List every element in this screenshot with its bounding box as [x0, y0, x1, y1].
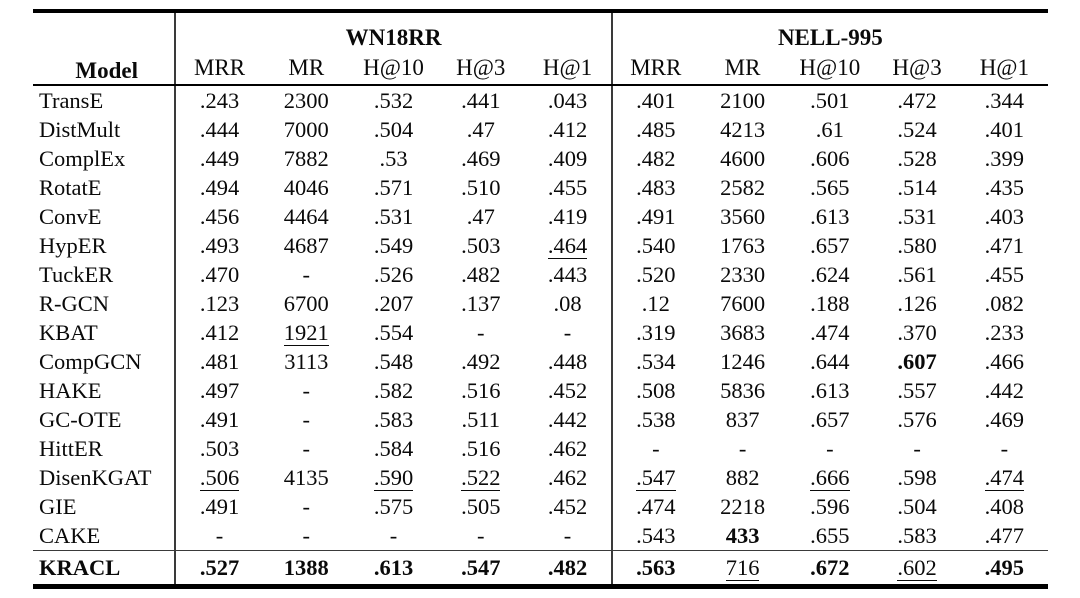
value-cell: .412	[547, 116, 588, 142]
table-row-conve	[33, 202, 1048, 231]
value-cell: .344	[984, 87, 1025, 113]
value-cell: .524	[897, 116, 937, 142]
table-row-tucker	[33, 260, 1048, 289]
value-cell: .505	[461, 493, 501, 519]
value-cell: .504	[897, 493, 937, 519]
value-cell: .606	[810, 145, 850, 171]
value-cell: .583	[897, 522, 937, 548]
value-cell: .409	[547, 145, 588, 171]
model-name: HAKE	[39, 377, 102, 403]
value-cell: .462	[547, 435, 588, 461]
value-cell: .602	[873, 551, 960, 587]
value-cell: .543	[612, 521, 699, 551]
value-cell: .464	[547, 232, 588, 258]
value-cell: .494	[175, 173, 262, 202]
value-cell: .503	[175, 434, 262, 463]
value-cell: 1246	[720, 348, 766, 374]
value-cell: -	[1000, 435, 1009, 461]
value-cell: .470	[175, 260, 262, 289]
table-row-disenkgat	[33, 463, 1048, 492]
value-cell: .534	[612, 347, 699, 376]
value-cell: .571	[373, 174, 414, 200]
value-cell: .043	[547, 87, 588, 113]
value-cell: .412	[175, 318, 262, 347]
model-name: R-GCN	[39, 290, 110, 316]
table-row-compgcn	[33, 347, 1048, 376]
value-cell: .477	[984, 522, 1025, 548]
table-row-hake	[33, 376, 1048, 405]
value-cell: .319	[612, 318, 699, 347]
model-name: DisenKGAT	[39, 464, 152, 490]
value-cell: .123	[175, 289, 262, 318]
value-cell: .491	[612, 202, 699, 231]
value-cell: .549	[373, 232, 414, 258]
value-cell: .575	[373, 493, 414, 519]
value-cell: .469	[984, 406, 1025, 432]
value-cell: .137	[461, 290, 501, 316]
value-cell: .370	[897, 319, 937, 345]
col-header-wn18rr-h10: H@10	[350, 51, 437, 85]
value-cell: .563	[612, 551, 699, 587]
value-cell: .493	[175, 231, 262, 260]
value-cell: .233	[984, 319, 1025, 345]
value-cell: .12	[612, 289, 699, 318]
value-cell: .492	[461, 348, 501, 374]
col-header-nell995-mrr: MRR	[612, 51, 699, 85]
value-cell: .590	[373, 464, 414, 490]
col-header-nell995-mr: MR	[699, 51, 786, 85]
value-cell: .469	[461, 145, 501, 171]
model-name: ComplEx	[39, 145, 126, 171]
col-header-wn18rr-mrr: MRR	[175, 51, 262, 85]
value-cell: 1763	[720, 232, 766, 258]
table-row-distmult	[33, 115, 1048, 144]
value-cell: .482	[461, 261, 501, 287]
value-cell: 7000	[283, 116, 329, 142]
value-cell: .455	[984, 261, 1025, 287]
value-cell: .455	[547, 174, 588, 200]
model-column-header: Model	[33, 11, 175, 85]
table-header	[33, 11, 1048, 85]
value-cell: .466	[984, 348, 1025, 374]
value-cell: .538	[612, 405, 699, 434]
model-name: TransE	[39, 87, 104, 113]
col-header-nell995-h10: H@10	[786, 51, 873, 85]
col-header-wn18rr-mr: MR	[263, 51, 350, 85]
value-cell: -	[389, 522, 398, 548]
table-row-kbat	[33, 318, 1048, 347]
value-cell: .624	[810, 261, 850, 287]
value-cell: .403	[984, 203, 1025, 229]
value-cell: .474	[810, 319, 850, 345]
value-cell: .082	[984, 290, 1025, 316]
value-cell: .528	[897, 145, 937, 171]
model-name: HypER	[39, 232, 107, 258]
table-row-r-gcn	[33, 289, 1048, 318]
value-cell: -	[302, 522, 311, 548]
value-cell: -	[563, 319, 572, 345]
value-cell: .452	[547, 493, 588, 519]
table-row-hyper	[33, 231, 1048, 260]
value-cell: .522	[461, 464, 501, 490]
value-cell: 882	[725, 464, 760, 490]
value-cell: .501	[810, 87, 850, 113]
value-cell: .666	[810, 464, 850, 490]
dataset-header-wn18rr: WN18RR	[175, 11, 611, 51]
metric-header-row	[33, 51, 1048, 85]
value-cell: -	[477, 522, 485, 548]
value-cell: .596	[810, 493, 850, 519]
value-cell: .472	[897, 87, 937, 113]
value-cell: .188	[810, 290, 850, 316]
value-cell: .532	[373, 87, 414, 113]
value-cell: .526	[373, 261, 414, 287]
value-cell: .456	[175, 202, 262, 231]
value-cell: .583	[373, 406, 414, 432]
value-cell: 433	[725, 522, 760, 548]
value-cell: .495	[961, 551, 1048, 587]
value-cell: -	[302, 493, 311, 519]
table-row-gc-ote	[33, 405, 1048, 434]
value-cell: .557	[897, 377, 937, 403]
model-name: TuckER	[39, 261, 114, 287]
value-cell: .207	[373, 290, 414, 316]
model-name: GC-OTE	[39, 406, 122, 432]
table-row-gie	[33, 492, 1048, 521]
value-cell: 3113	[284, 348, 329, 374]
value-cell: .554	[373, 319, 414, 345]
value-cell: -	[612, 434, 699, 463]
dataset-header-nell995: NELL-995	[612, 11, 1048, 51]
value-cell: -	[302, 435, 311, 461]
value-cell: 5836	[720, 377, 766, 403]
value-cell: .443	[547, 261, 588, 287]
value-cell: .613	[810, 377, 850, 403]
value-cell: .657	[810, 232, 850, 258]
value-cell: -	[477, 319, 485, 345]
value-cell: .448	[547, 348, 588, 374]
value-cell: .504	[373, 116, 414, 142]
value-cell: .613	[350, 551, 437, 587]
value-cell: .449	[175, 144, 262, 173]
value-cell: 716	[699, 551, 786, 587]
table-row-kracl	[33, 551, 1048, 587]
value-cell: .506	[175, 463, 262, 492]
value-cell: .483	[612, 173, 699, 202]
value-cell: .540	[612, 231, 699, 260]
value-cell: 7882	[283, 145, 329, 171]
col-header-wn18rr-h1: H@1	[524, 51, 611, 85]
table-row-hitter	[33, 434, 1048, 463]
value-cell: 2582	[720, 174, 766, 200]
value-cell: .462	[547, 464, 588, 490]
value-cell: -	[302, 377, 311, 403]
value-cell: .243	[175, 85, 262, 115]
value-cell: .514	[897, 174, 937, 200]
value-cell: 4600	[720, 145, 766, 171]
col-header-nell995-h1: H@1	[961, 51, 1048, 85]
model-name: HittER	[39, 435, 103, 461]
model-name: RotatE	[39, 174, 102, 200]
value-cell: 1388	[263, 551, 350, 587]
value-cell: 3683	[720, 319, 766, 345]
value-cell: -	[738, 435, 747, 461]
value-cell: -	[302, 406, 311, 432]
value-cell: .474	[984, 464, 1025, 490]
value-cell: -	[302, 261, 311, 287]
value-cell: .531	[897, 203, 937, 229]
value-cell: 1921	[283, 319, 329, 345]
value-cell: .520	[612, 260, 699, 289]
table-row-transe	[33, 85, 1048, 115]
value-cell: .441	[461, 87, 501, 113]
value-cell: 4687	[283, 232, 329, 258]
value-cell: .644	[810, 348, 850, 374]
value-cell: .401	[984, 116, 1025, 142]
model-name: KBAT	[39, 319, 98, 345]
value-cell: .485	[612, 115, 699, 144]
value-cell: 837	[725, 406, 760, 432]
value-cell: .442	[984, 377, 1025, 403]
value-cell: .444	[175, 115, 262, 144]
value-cell: .491	[175, 492, 262, 521]
value-cell: .508	[612, 376, 699, 405]
value-cell: -	[826, 435, 834, 461]
model-name: CAKE	[39, 522, 101, 548]
value-cell: -	[175, 521, 262, 551]
value-cell: .655	[810, 522, 850, 548]
value-cell: .580	[897, 232, 937, 258]
value-cell: 2100	[720, 87, 766, 113]
value-cell: 2218	[720, 493, 766, 519]
table-body	[33, 85, 1048, 587]
value-cell: .516	[461, 435, 501, 461]
value-cell: .399	[984, 145, 1025, 171]
value-cell: .511	[461, 406, 501, 432]
value-cell: 2300	[283, 87, 329, 113]
value-cell: .613	[810, 203, 850, 229]
value-cell: .401	[612, 85, 699, 115]
col-header-nell995-h3: H@3	[873, 51, 960, 85]
value-cell: -	[563, 522, 572, 548]
table-row-complex	[33, 144, 1048, 173]
value-cell: .503	[461, 232, 501, 258]
value-cell: .08	[553, 290, 582, 316]
value-cell: .482	[612, 144, 699, 173]
value-cell: -	[913, 435, 921, 461]
value-cell: .53	[379, 145, 408, 171]
value-cell: 4213	[720, 116, 766, 142]
value-cell: .408	[984, 493, 1025, 519]
value-cell: .531	[373, 203, 414, 229]
value-cell: .471	[984, 232, 1025, 258]
value-cell: 3560	[720, 203, 766, 229]
value-cell: .547	[612, 463, 699, 492]
value-cell: .419	[547, 203, 588, 229]
value-cell: .126	[897, 290, 937, 316]
value-cell: .672	[786, 551, 873, 587]
value-cell: 4135	[283, 464, 329, 490]
value-cell: .561	[897, 261, 937, 287]
model-name: CompGCN	[39, 348, 142, 374]
value-cell: .482	[524, 551, 611, 587]
value-cell: .584	[373, 435, 414, 461]
value-cell: 4046	[283, 174, 329, 200]
value-cell: .516	[461, 377, 501, 403]
value-cell: .442	[547, 406, 588, 432]
value-cell: .61	[815, 116, 844, 142]
value-cell: .474	[612, 492, 699, 521]
value-cell: .547	[437, 551, 524, 587]
table-row-cake	[33, 521, 1048, 551]
value-cell: .481	[175, 347, 262, 376]
value-cell: .607	[897, 348, 937, 374]
value-cell: .510	[461, 174, 501, 200]
value-cell: .527	[175, 551, 262, 587]
model-name: GIE	[39, 493, 77, 519]
value-cell: .497	[175, 376, 262, 405]
value-cell: 2330	[720, 261, 766, 287]
model-name: KRACL	[33, 551, 175, 587]
value-cell: .491	[175, 405, 262, 434]
results-table	[33, 9, 1048, 589]
col-header-wn18rr-h3: H@3	[437, 51, 524, 85]
value-cell: .548	[373, 348, 414, 374]
value-cell: .565	[810, 174, 850, 200]
value-cell: .435	[984, 174, 1025, 200]
value-cell: .47	[466, 116, 495, 142]
table-row-rotate	[33, 173, 1048, 202]
model-name: ConvE	[39, 203, 102, 229]
value-cell: 6700	[283, 290, 329, 316]
value-cell: 4464	[283, 203, 329, 229]
model-name: DistMult	[39, 116, 121, 142]
value-cell: .576	[897, 406, 937, 432]
dataset-group-row	[33, 11, 1048, 51]
value-cell: .598	[897, 464, 937, 490]
value-cell: .582	[373, 377, 414, 403]
value-cell: 7600	[720, 290, 766, 316]
value-cell: .47	[466, 203, 495, 229]
value-cell: .452	[547, 377, 588, 403]
value-cell: .657	[810, 406, 850, 432]
